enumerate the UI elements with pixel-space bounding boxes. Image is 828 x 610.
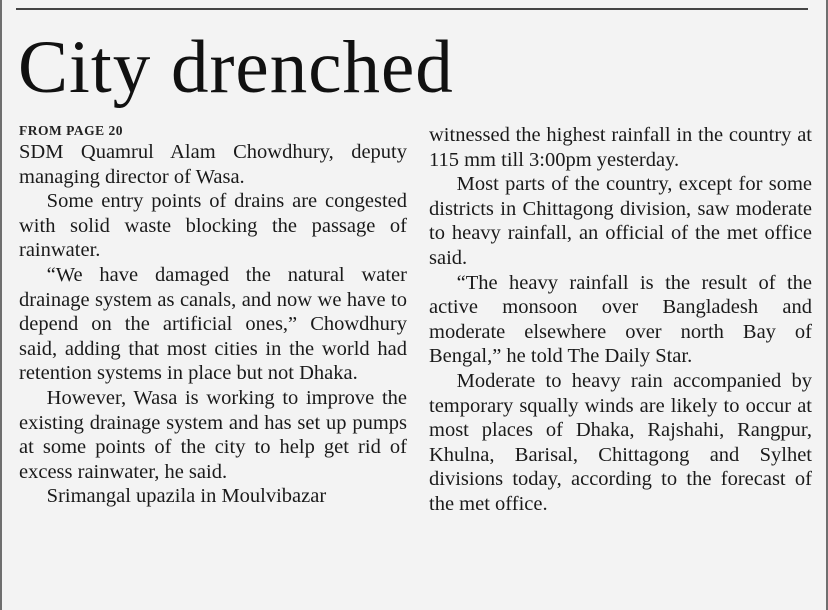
paragraph: SDM Quamrul Alam Chowdhury, deputy managing director of Wasa. xyxy=(19,141,407,188)
jump-line: FROM PAGE 20 xyxy=(19,123,123,138)
top-rule xyxy=(16,8,808,10)
paragraph: witnessed the highest rainfall in the country at 115 mm till 3:00pm yesterday. xyxy=(429,124,812,171)
paragraph: Srimangal upazila in Moulvibazar xyxy=(46,485,327,508)
paragraph: “The heavy rainfall is the result of the active monsoon over Bangladesh and moderate elsewhere over north Bay of Bengal,” he told The Daily Star. xyxy=(429,271,812,368)
paragraph: However, Wasa is working to improve the existing drainage system and has set up pumps at some points of the city to help get rid of excess rainwater, he said. xyxy=(19,386,407,483)
headline: City drenched xyxy=(18,26,454,109)
paragraph: Most parts of the country, except for some districts in Chittagong division, saw moderate to heavy rainfall, an official of the met office said. xyxy=(429,173,812,269)
paragraph: Moderate to heavy rain accompanied by temporary squally winds are likely to occur at most places of Dhaka, Rajshahi, Rangpur, Khulna, Barisal, Chittagong and Sylhet divisions today, according to the forecast of the met office. xyxy=(429,369,812,515)
left-column xyxy=(19,122,407,509)
paragraph: “We have damaged the natural water drainage system as canals, and now we have to depend on the artificial ones,” Chowdhury said, adding that most cities in the world had retention systems in place but not Dhaka. xyxy=(19,263,407,385)
paragraph: Some entry points of drains are congested with solid waste blocking the passage of rainwater. xyxy=(19,190,407,262)
right-column xyxy=(429,123,812,517)
